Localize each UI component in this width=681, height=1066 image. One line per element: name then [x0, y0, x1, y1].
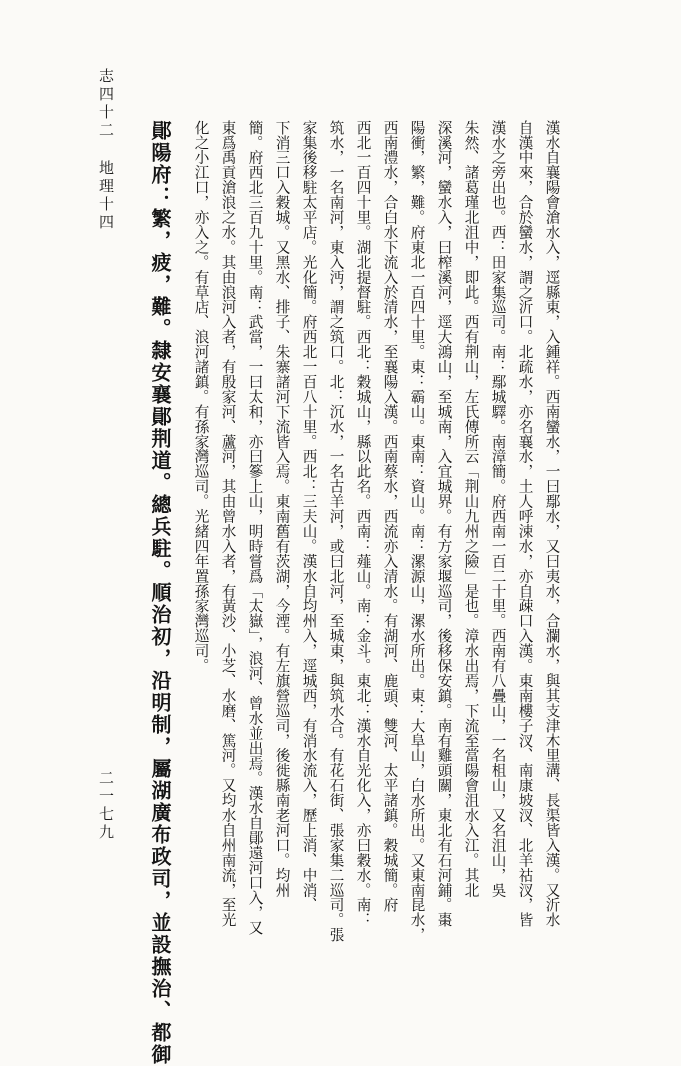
text-column-15: 鄖陽府：繁，疲，難。隸安襄鄖荆道。總兵駐。順治初，沿明制，屬湖廣布政司，並設撫治、都御	[148, 120, 172, 1066]
text-column-14: 化之小江口，亦入之。有草店、浪河諸鎮。有孫家灣巡司。光緒四年置孫家灣巡司。	[192, 120, 210, 674]
text-column-4: 朱然、諸葛瑾北沮中，即此。西有荆山，左氏傳所云「荆山九州之險」是也。漳水出焉，下流至當陽會沮水入江。其北	[462, 120, 480, 898]
text-column-9: 筑水，一名南河，東入沔，謂之筑口。北：沉水，一名古羊河，或曰北河，至城東，與筑水合。有花石街、張家集二巡司。張	[327, 120, 345, 943]
text-column-6: 陽衝，繁，難。府東北一百四十里。東：霸山。東南：資山。南：漯源山，漯水所出。東：大阜山，白水所出。又東南昆水，	[408, 120, 426, 943]
page-number: 二一七九	[97, 770, 115, 842]
text-column-2: 自漢中來，合於蠻水，謂之沂口。北疏水，亦名襄水，土人呼涑水，亦自疎口入漢。東南樓子汊、南康坡汊、北羊祜汊，皆	[516, 120, 534, 928]
chapter-header: 志四十二	[97, 68, 115, 140]
text-column-12: 簡。府西北三百九十里。南：武當，一曰太和，亦曰篸上山，明時嘗爲「太嶽」，浪河、曾水並出焉。漢水自鄖遠河口入，又	[246, 120, 264, 935]
text-column-1: 漢水自襄陽會滄水入，逕縣東，入鍾祥。西南蠻水，一曰鄢水，又曰夷水，合瀾水，與其支津木里溝、長渠皆入漢。又沂水	[543, 120, 561, 928]
section-header: 地理十四	[97, 160, 115, 232]
text-column-7: 西南澧水，合白水下流入於清水，至襄陽入漢。西南蔡水，西流亦入清水。有湖河、鹿頭、雙河、太平諸鎮。穀城簡。府	[381, 120, 399, 913]
text-column-11: 下消三口入穀城。又黑水、排子、朱寨諸河下流皆入焉。東南舊有茨湖，今湮。有左旗營巡司，後徙縣南老河口。均州	[273, 120, 291, 898]
text-column-10: 家集後移駐太平店。光化簡。府西北一百八十里。西北：三夫山。漢水自均州入，逕城西，有消水流入，歷上消、中消、	[300, 120, 318, 913]
text-column-5: 深溪河，蠻水入，曰榨溪河，逕大鴻山，至城南，入宜城界。有方家堰巡司，後移保安鎮。南有雞頭關，東北有石河鋪。棗	[435, 120, 453, 928]
text-column-13: 東爲禹貢滄浪之水。其由浪河入者，有殷家河、蘆河，其由曾水入者，有黃沙、小芝、水磨、篤河。又均水自州南流，至光	[219, 120, 237, 928]
text-column-3: 漢水之旁出也。西：田家集巡司。南：鄢城驛。南漳簡。府西南一百二十里。西南有八疊山，一名柤山，又名沮山，吳	[489, 120, 507, 898]
text-column-8: 西北一百四十里。湖北提督駐。西北：穀城山，縣以此名。西南：薤山。南：金斗。東北：漢水自光化入，亦曰穀水。南：	[354, 120, 372, 928]
